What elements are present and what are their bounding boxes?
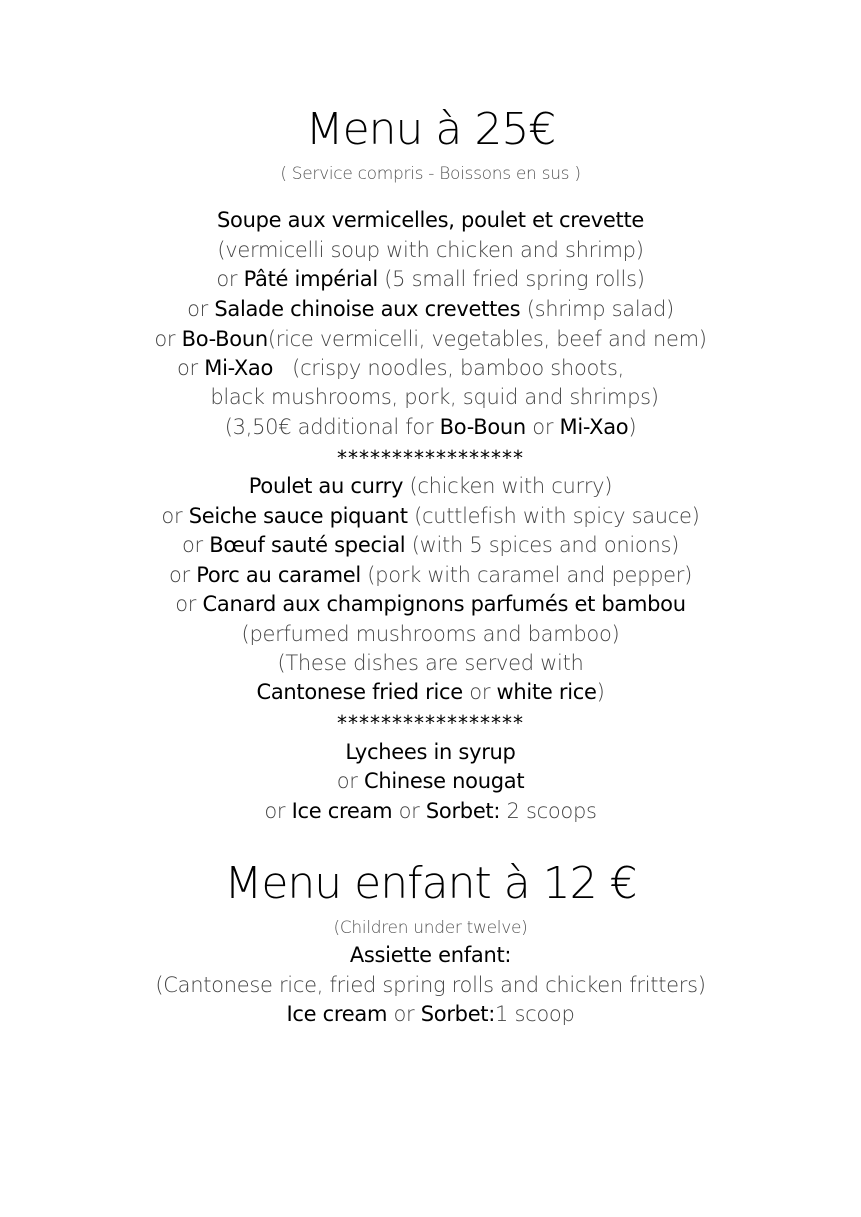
dish-description: (shrimp salad)	[520, 297, 674, 321]
main-line-6: (perfumed mushrooms and bamboo)	[241, 622, 620, 646]
dish-name: Chinese nougat	[363, 769, 525, 793]
dish-name: Mi-Xao	[559, 415, 629, 439]
or-word: or	[176, 356, 205, 380]
dish-name: Porc au caramel	[196, 563, 361, 587]
dish-description: 2 scoops	[500, 799, 597, 823]
supplement-text: (3,50€ additional for	[224, 415, 440, 439]
or-word: or	[154, 327, 182, 351]
dish-name: Bœuf sauté special	[209, 533, 406, 557]
dish-description: (rice vermicelli, vegetables, beef and nem)	[267, 327, 707, 351]
main-line-4	[0, 563, 861, 587]
dish-name: Mi-Xao	[204, 356, 274, 380]
dish-name: Seiche sauce piquant	[188, 504, 408, 528]
kids-line-1: Assiette enfant:	[349, 943, 512, 967]
main-line-2	[0, 504, 861, 528]
menu-12-subtitle: (Children under twelve)	[333, 918, 528, 938]
dish-name: Salade chinoise aux crevettes	[214, 297, 521, 321]
or-word: or	[392, 799, 426, 823]
dish-name: Sorbet:	[425, 799, 501, 823]
main-line-1	[0, 474, 861, 498]
starter-line-7: black mushrooms, pork, squid and shrimps)	[210, 385, 659, 409]
dish-description: 1 scoop	[495, 1002, 575, 1026]
menu-25-subtitle: ( Service compris - Boissons en sus )	[280, 164, 581, 184]
starter-line-6	[0, 356, 831, 380]
starter-line-5	[0, 327, 861, 351]
or-word: or	[169, 563, 197, 587]
or-word: or	[462, 680, 497, 704]
or-word: or	[336, 769, 364, 793]
starter-line-8	[0, 415, 861, 439]
or-word: or	[161, 504, 189, 528]
dish-description: (crispy noodles, bamboo shoots,	[273, 356, 624, 380]
kids-line-3	[0, 1002, 861, 1026]
or-word: or	[175, 592, 203, 616]
closing-paren: )	[628, 415, 637, 439]
or-word: or	[525, 415, 560, 439]
starter-line-2: (vermicelli soup with chicken and shrimp)	[217, 238, 644, 262]
menu-25-title: Menu à 25€	[305, 104, 556, 155]
dish-name: Pâté impérial	[243, 267, 378, 291]
main-line-8	[0, 680, 861, 704]
separator-2: *****************	[337, 711, 524, 735]
dessert-line-1: Lychees in syrup	[345, 740, 516, 764]
dish-name: Sorbet:	[420, 1002, 496, 1026]
dish-description: (with 5 spices and onions)	[405, 533, 680, 557]
dish-name: Bo-Boun	[439, 415, 526, 439]
dish-name: Poulet au curry	[248, 474, 404, 498]
dish-name: Ice cream	[291, 799, 393, 823]
dish-name: Canard aux champignons parfumés et bambou	[202, 592, 686, 616]
or-word: or	[216, 267, 244, 291]
closing-paren: )	[596, 680, 605, 704]
dessert-line-2	[0, 769, 861, 793]
main-line-7: (These dishes are served with	[277, 651, 584, 675]
or-word: or	[187, 297, 215, 321]
or-word: or	[181, 533, 210, 557]
dish-name: white rice	[496, 680, 597, 704]
or-word: or	[264, 799, 292, 823]
starter-line-4	[0, 297, 861, 321]
main-line-5	[0, 592, 861, 616]
dish-description: (pork with caramel and pepper)	[360, 563, 692, 587]
main-line-3	[0, 533, 861, 557]
or-word: or	[387, 1002, 421, 1026]
starter-line-1: Soupe aux vermicelles, poulet et crevette	[217, 208, 644, 232]
dish-name: Ice cream	[286, 1002, 388, 1026]
dish-name: Cantonese fried rice	[256, 680, 463, 704]
dessert-line-3	[0, 799, 861, 823]
kids-line-2: (Cantonese rice, fried spring rolls and chicken fritters)	[155, 973, 706, 997]
dish-name: Bo-Boun	[181, 327, 268, 351]
dish-description: (cuttlefish with spicy sauce)	[407, 504, 700, 528]
starter-line-3	[0, 267, 861, 291]
menu-12-title: Menu enfant à 12 €	[224, 858, 637, 909]
separator-1: *****************	[337, 446, 524, 470]
dish-description: (chicken with curry)	[403, 474, 613, 498]
dish-description: (5 small fried spring rolls)	[377, 267, 645, 291]
